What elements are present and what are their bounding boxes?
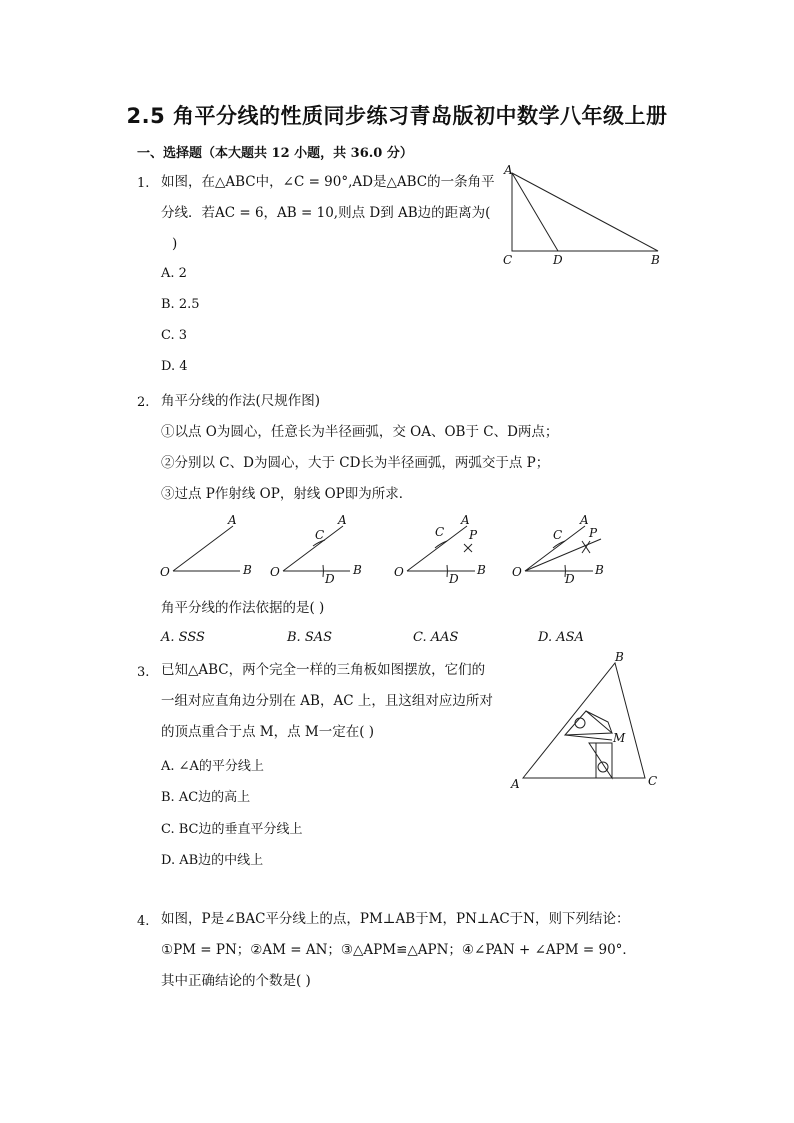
q2-p1-label-a: A: [228, 513, 237, 527]
q1-option-c: C. 3: [161, 328, 188, 343]
q3-number: 3.: [137, 665, 150, 680]
q3-option-a: A. ∠A的平分线上: [161, 759, 264, 774]
q2-p3-label-p: P: [469, 528, 478, 542]
q1-label-d: D: [553, 253, 563, 267]
q2-panel-2: [270, 513, 362, 586]
q2-p3-label-b: B: [477, 563, 486, 577]
q2-p1-label-b: B: [243, 563, 252, 577]
q2-p4-label-p: P: [589, 526, 598, 540]
q1-option-a: A. 2: [161, 266, 187, 281]
q3-label-m: M: [613, 731, 626, 745]
q2-option-c: C. AAS: [413, 630, 459, 645]
q2-p3-label-o: O: [394, 565, 404, 579]
q2-p3-label-d: D: [449, 572, 459, 586]
q2-p2-label-c: C: [315, 528, 325, 542]
q3-option-c: C. BC边的垂直平分线上: [161, 822, 303, 837]
q3-label-c: C: [648, 774, 658, 788]
q2-p2-label-b: B: [353, 563, 362, 577]
q1-number: 1.: [137, 176, 150, 191]
q2-panel-3: [394, 513, 486, 586]
q3-option-d: D. AB边的中线上: [161, 853, 264, 868]
q2-p1-label-o: O: [160, 565, 170, 579]
q3-label-b: B: [615, 650, 624, 664]
q4-line2: ①PM = PN；②AM = AN；③△APM≌△APN；④∠PAN + ∠APM = 90°．: [161, 942, 636, 958]
q3-line2: 一组对应直角边分别在 AB，AC 上，且这组对应边所对: [161, 693, 493, 709]
q2-p3-label-c: C: [435, 525, 445, 539]
q2-step2: ②分别以 C、D为圆心，大于 CD长为半径画弧，两弧交于点 P；: [161, 455, 550, 471]
q2-p4-label-d: D: [565, 572, 575, 586]
q3-set-square-2: [589, 743, 612, 778]
q2-step1: ①以点 O为圆心，任意长为半径画弧，交 OA、OB于 C、D两点；: [161, 424, 559, 440]
q1-line2: 分线．若AC = 6，AB = 10,则点 D到 AB边的距离为(: [161, 205, 491, 221]
q2-number: 2.: [137, 395, 150, 410]
q2-step3: ③过点 P作射线 OP，射线 OP即为所求．: [161, 486, 413, 502]
q1-label-a: A: [504, 163, 513, 177]
q1-option-b: B. 2.5: [161, 297, 200, 312]
q1-label-b: B: [651, 253, 660, 267]
q4-line3: 其中正确结论的个数是( ): [161, 973, 311, 989]
section-heading: 一、选择题（本大题共 12 小题，共 36.0 分）: [137, 146, 413, 161]
q2-p2-label-d: D: [325, 572, 335, 586]
q4-number: 4.: [137, 914, 150, 929]
q4-line1: 如图，P是∠BAC平分线上的点，PM⊥AB于M，PN⊥AC于N，则下列结论：: [161, 911, 630, 927]
q2-p2-label-a: A: [338, 513, 347, 527]
q2-p4-label-c: C: [553, 528, 563, 542]
q3-triangle-figure: [505, 645, 675, 795]
q3-label-a: A: [511, 777, 520, 791]
q2-option-d: D. ASA: [538, 630, 584, 645]
q2-line1: 角平分线的作法(尺规作图): [161, 393, 321, 409]
q1-line1: 如图，在△ABC中，∠C = 90°,AD是△ABC的一条角平: [161, 174, 495, 190]
q2-p3-label-a: A: [461, 513, 470, 527]
q1-option-d: D. 4: [161, 359, 188, 374]
q2-panel-1: [160, 513, 252, 579]
q2-construction-figures: [155, 508, 615, 588]
q1-triangle-figure: [498, 160, 678, 275]
q2-panel-4: [512, 513, 604, 586]
q1-line3: ): [172, 236, 178, 252]
q1-label-c: C: [503, 253, 513, 267]
q3-circle-mark-1: [575, 718, 585, 728]
q2-question: 角平分线的作法依据的是( ): [161, 600, 325, 616]
page-title: 2.5 角平分线的性质同步练习青岛版初中数学八年级上册: [126, 104, 668, 128]
q2-p4-label-b: B: [595, 563, 604, 577]
q2-option-a: A. SSS: [161, 630, 205, 645]
q3-line1: 已知△ABC，两个完全一样的三角板如图摆放，它们的: [161, 662, 486, 678]
q1-bisector-ad: [512, 173, 558, 251]
q2-p2-label-o: O: [270, 565, 280, 579]
q2-p4-label-o: O: [512, 565, 522, 579]
q1-triangle-abc: [512, 173, 658, 251]
q3-option-b: B. AC边的高上: [161, 790, 251, 805]
q2-option-b: B. SAS: [287, 630, 333, 645]
q3-line3: 的顶点重合于点 M，点 M一定在( ): [161, 724, 375, 740]
q3-set-square-1: [565, 711, 612, 735]
q2-p4-label-a: A: [580, 513, 589, 527]
